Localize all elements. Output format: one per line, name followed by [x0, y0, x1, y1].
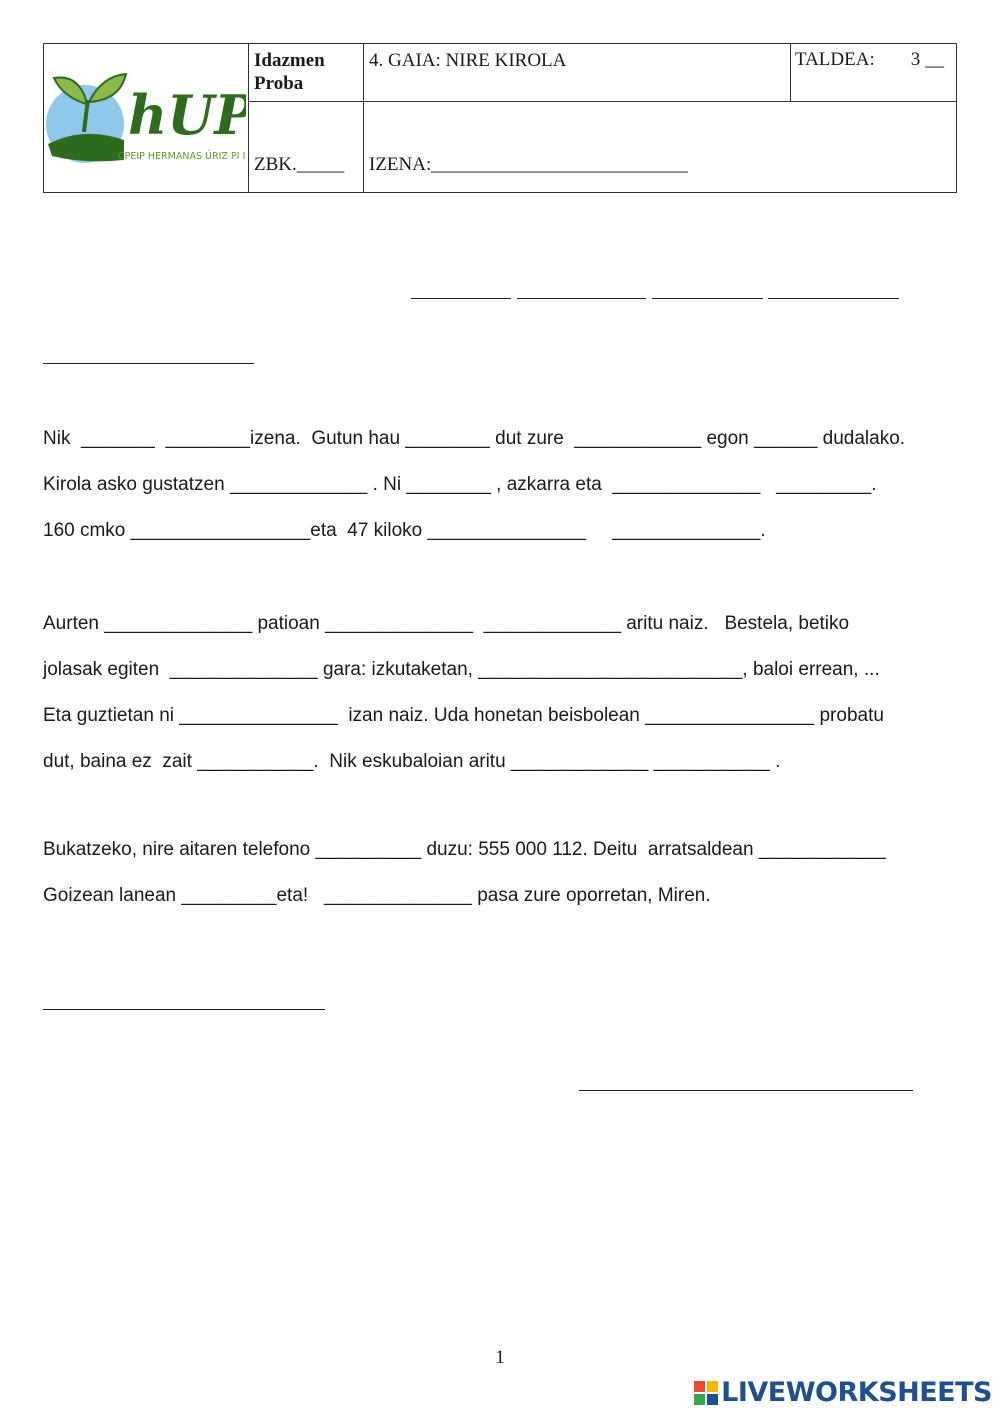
salutation-blank[interactable]	[43, 363, 254, 364]
signature-blank[interactable]	[579, 1090, 913, 1091]
paragraph-2-line-1[interactable]: Aurten ______________ patioan ______________ _____________ aritu naiz. Bestela, betiko	[43, 613, 850, 634]
liveworksheets-logo-icon	[694, 1381, 718, 1405]
paragraph-2-line-4[interactable]: dut, baina ez zait ___________. Nik eskubaloian aritu _____________ ___________ .	[43, 751, 781, 772]
paragraph-2-line-2[interactable]: jolasak egiten ______________ gara: izkutaketan, _________________________, baloi errean, ...	[43, 659, 880, 680]
test-type-cell	[249, 44, 364, 102]
address-blank-3[interactable]	[652, 298, 763, 299]
name-cell	[364, 101, 957, 192]
school-logo	[44, 44, 246, 186]
paragraph-3-line-2[interactable]: Goizean lanean _________eta! ______________ pasa zure oporretan, Miren.	[43, 885, 711, 906]
paragraph-2-line-3[interactable]: Eta guztietan ni _______________ izan naiz. Uda honetan beisbolean ________________ probatu	[43, 705, 884, 726]
number-field[interactable]: ZBK._____	[254, 153, 345, 175]
name-field[interactable]: IZENA:___________________________	[369, 153, 688, 175]
watermark-text: LIVEWORKSHEETS	[721, 1377, 992, 1408]
logo-letter-h: hUP	[128, 83, 246, 147]
paragraph-1-line-2[interactable]: Kirola asko gustatzen _____________ . Ni ________ , azkarra eta ______________ _________.	[43, 474, 877, 495]
test-type-line1: Idazmen	[254, 50, 325, 71]
liveworksheets-watermark	[694, 1377, 992, 1408]
group-value[interactable]: 3 __	[910, 49, 944, 70]
topic-title: 4. GAIA: NIRE KIROLA	[369, 50, 567, 71]
group-label: TALDEA:	[795, 49, 875, 70]
group-cell	[791, 44, 957, 102]
logo-subtitle: CPEIP HERMANAS ÚRIZ PI IP	[118, 151, 246, 162]
address-blank-2[interactable]	[517, 298, 646, 299]
number-cell	[249, 101, 364, 192]
header-table	[43, 43, 957, 193]
paragraph-1-line-3[interactable]: 160 cmko _________________eta 47 kiloko _______________ ______________.	[43, 520, 766, 541]
address-blank-1[interactable]	[411, 298, 511, 299]
topic-cell	[364, 44, 791, 102]
address-blank-4[interactable]	[768, 298, 899, 299]
page-number: 1	[495, 1347, 505, 1368]
test-type-line2: Proba	[254, 73, 304, 94]
closing-blank[interactable]	[43, 1009, 325, 1010]
logo-cell	[44, 44, 249, 193]
paragraph-3-line-1[interactable]: Bukatzeko, nire aitaren telefono __________ duzu: 555 000 112. Deitu arratsaldean ____________	[43, 839, 886, 860]
paragraph-1-line-1[interactable]: Nik _______ ________izena. Gutun hau ________ dut zure ____________ egon ______ dudalako.	[43, 428, 906, 449]
